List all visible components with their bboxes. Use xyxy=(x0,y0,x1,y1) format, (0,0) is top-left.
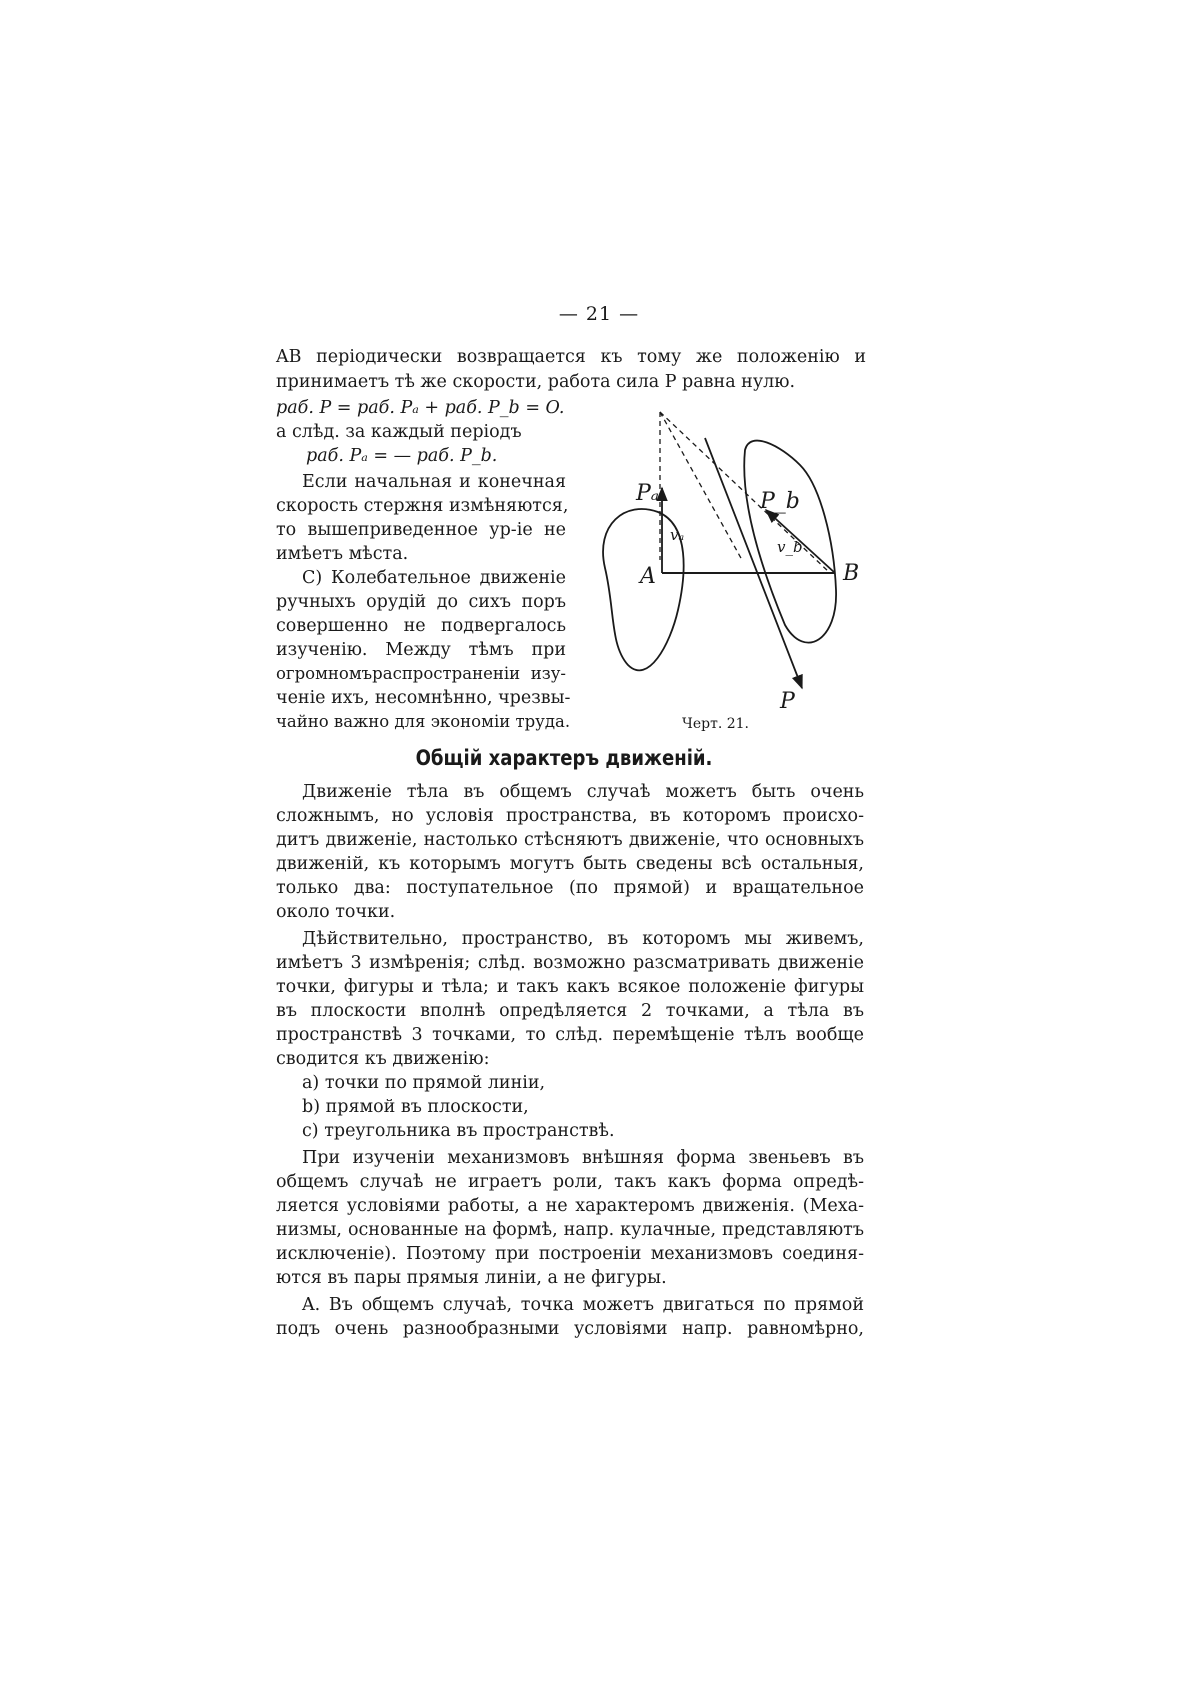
text-line: Дѣйствительно, пространство, въ которомъ мы живемъ, xyxy=(302,929,864,949)
text-line: подъ очень разнообразными условіями напр. равномѣрно, xyxy=(276,1319,864,1339)
text-line: ются въ пары прямыя линіи, а не фигуры. xyxy=(276,1268,667,1288)
text-line: ляется условіями работы, а не характеромъ движенія. (Меха- xyxy=(276,1196,864,1216)
text-line: низмы, основанные на формѣ, напр. кулачные, представляютъ xyxy=(276,1220,864,1240)
label-a: A xyxy=(640,564,656,589)
text-line: AB періодически возвращается къ тому же положенію и xyxy=(276,347,866,367)
text-line: общемъ случаѣ не играетъ роли, такъ какъ форма опредѣ- xyxy=(276,1172,864,1192)
label-pa: Pₐ xyxy=(636,481,660,506)
text-line: чайно важно для экономіи труда. xyxy=(276,712,571,731)
text-line: то вышеприведенное ур-іе не xyxy=(276,520,566,540)
text-line: только два: поступательное (по прямой) и вращательное xyxy=(276,878,864,898)
text-line: ченіе ихъ, несомнѣнно, чрезвы- xyxy=(276,688,571,708)
text-line: имѣетъ 3 измѣренія; слѣд. возможно разсматривать движеніе xyxy=(276,953,864,973)
text-line: дитъ движеніе, настолько стѣсняютъ движеніе, что основныхъ xyxy=(276,830,864,850)
dashed-line xyxy=(660,412,830,573)
text-line: C) Колебательное движеніе xyxy=(302,568,566,588)
text-line: Движеніе тѣла въ общемъ случаѣ можетъ быть очень xyxy=(302,782,864,802)
text-line: имѣетъ мѣста. xyxy=(276,544,409,564)
figure-caption: Черт. 21. xyxy=(682,716,749,732)
equation: раб. P = раб. Pₐ + раб. P_b = O. xyxy=(276,398,565,418)
text-line: ручныхъ орудій до сихъ поръ xyxy=(276,592,566,612)
text-line: пространствѣ 3 точками, то слѣд. перемѣщеніе тѣлъ вообще xyxy=(276,1025,864,1045)
text-line: скорость стержня измѣняются, xyxy=(276,496,569,516)
label-p: P xyxy=(780,689,795,714)
text-line: При изученіи механизмовъ внѣшняя форма звеньевъ въ xyxy=(302,1148,864,1168)
list-item: a) точки по прямой линіи, xyxy=(302,1073,546,1093)
text-line: исключеніе). Поэтому при построеніи механизмовъ соединя- xyxy=(276,1244,864,1264)
text-line: принимаетъ тѣ же скорости, работа сила P равна нулю. xyxy=(276,372,796,392)
text-line: въ плоскости вполнѣ опредѣляется 2 точками, а тѣла въ xyxy=(276,1001,864,1021)
text-line: сложнымъ, но условія пространства, въ которомъ происхо- xyxy=(276,806,864,826)
text-line: совершенно не подвергалось xyxy=(276,616,566,636)
equation: раб. Pₐ = — раб. P_b. xyxy=(306,446,498,466)
list-item: c) треугольника въ пространствѣ. xyxy=(302,1121,615,1141)
text-line: около точки. xyxy=(276,902,396,922)
page-number: — 21 — xyxy=(558,303,640,325)
label-va: vₐ xyxy=(670,526,685,544)
label-pb: P_b xyxy=(760,489,800,514)
force-p-arrow xyxy=(705,438,802,688)
text-line: точки, фигуры и тѣла; и такъ какъ всякое положеніе фигуры xyxy=(276,977,864,997)
figure-21-diagram xyxy=(590,400,890,725)
text-line: Если начальная и конечная xyxy=(302,472,566,492)
label-b: B xyxy=(843,561,860,586)
label-vb: v_b xyxy=(777,538,803,556)
section-heading: Общій характеръ движеній. xyxy=(415,746,713,770)
text-line: огромномъраспространеніи изу- xyxy=(276,664,566,683)
text-line: изученію. Между тѣмъ при xyxy=(276,640,566,660)
list-item: b) прямой въ плоскости, xyxy=(302,1097,529,1117)
text-line: A. Въ общемъ случаѣ, точка можетъ двигаться по прямой xyxy=(302,1295,864,1315)
text-line: а слѣд. за каждый періодъ xyxy=(276,422,522,442)
text-line: движеній, къ которымъ могутъ быть сведены всѣ остальныя, xyxy=(276,854,864,874)
text-line: сводится къ движенію: xyxy=(276,1049,490,1069)
